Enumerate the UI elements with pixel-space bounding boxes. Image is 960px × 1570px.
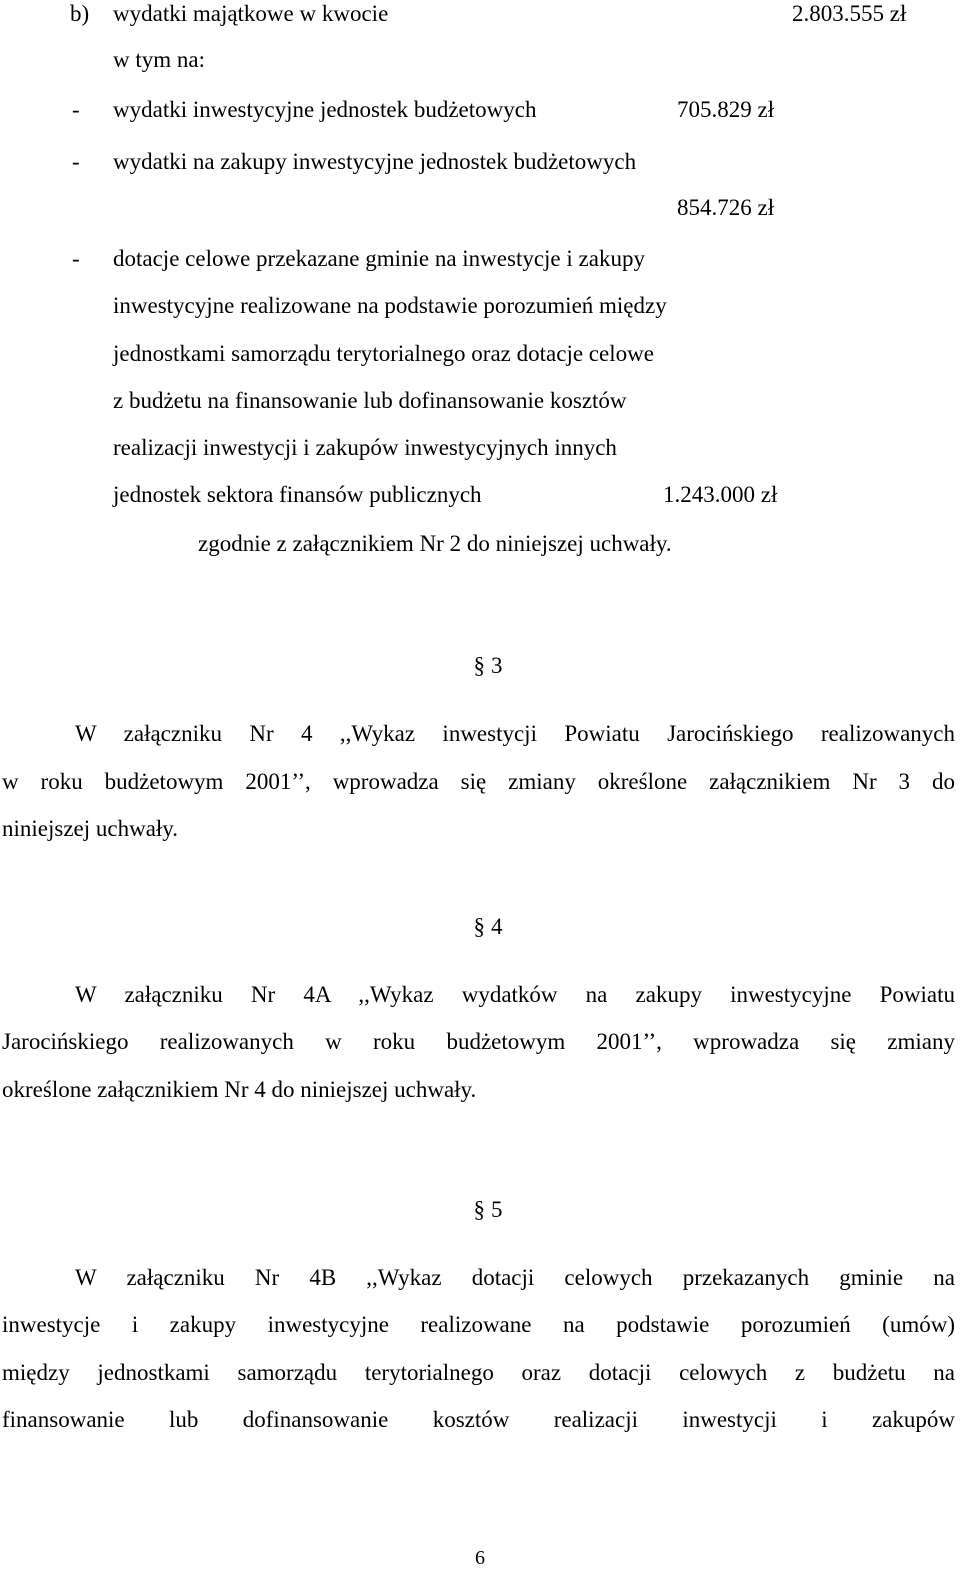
paragraph-line: W załączniku Nr 4B ,,Wykaz dotacji celowych przekazanych gminie na — [75, 1265, 955, 1290]
item-b-label: b) — [70, 1, 90, 26]
list-item-text-line: realizacji inwestycji i zakupów inwestycyjnych innych — [113, 435, 617, 460]
list-dash: - — [72, 149, 80, 174]
list-item-text: wydatki na zakupy inwestycyjne jednostek budżetowych — [113, 149, 637, 174]
paragraph-line: finansowanie lub dofinansowanie kosztów realizacji inwestycji i zakupów — [2, 1407, 955, 1432]
item-b-text: wydatki majątkowe w kwocie — [113, 1, 389, 26]
paragraph-line: W załączniku Nr 4 ,,Wykaz inwestycji Powiatu Jarocińskiego realizowanych — [75, 721, 955, 746]
section-heading — [462, 1168, 503, 1224]
section-number: 5 — [491, 1197, 503, 1222]
list-item-amount: 1.243.000 zł — [663, 482, 778, 507]
section-number: 4 — [491, 914, 503, 939]
section-heading — [462, 885, 503, 941]
section-heading — [462, 624, 503, 680]
list-item-text-line: z budżetu na finansowanie lub dofinansowanie kosztów — [113, 388, 627, 413]
paragraph-line: W załączniku Nr 4A ,,Wykaz wydatków na zakupy inwestycyjne Powiatu — [75, 982, 955, 1007]
list-dash: - — [72, 97, 80, 122]
paragraph-line: inwestycje i zakupy inwestycyjne realizowane na podstawie porozumień (umów) — [2, 1312, 955, 1337]
paragraph-line: między jednostkami samorządu terytorialnego oraz dotacji celowych z budżetu na — [2, 1360, 955, 1385]
list-dash: - — [72, 246, 80, 271]
list-item-text-line: inwestycyjne realizowane na podstawie porozumień między — [113, 293, 667, 318]
section-sign: § — [473, 1197, 485, 1222]
list-item-text-line: dotacje celowe przekazane gminie na inwestycje i zakupy — [113, 246, 645, 271]
item-b-intro: w tym na: — [113, 47, 205, 72]
list-item-amount: 854.726 zł — [677, 195, 775, 220]
item-b-amount: 2.803.555 zł — [792, 1, 907, 26]
paragraph-line: w roku budżetowym 2001’’, wprowadza się zmiany określone załącznikiem Nr 3 do — [2, 769, 955, 794]
paragraph-line: określone załącznikiem Nr 4 do niniejszej uchwały. — [2, 1077, 477, 1102]
paragraph-line: Jarocińskiego realizowanych w roku budżetowym 2001’’, wprowadza się zmiany — [2, 1029, 955, 1054]
list-item-text: wydatki inwestycyjne jednostek budżetowych — [113, 97, 537, 122]
paragraph-line: niniejszej uchwały. — [2, 816, 179, 841]
list-item-text-line: jednostkami samorządu terytorialnego oraz dotacje celowe — [113, 341, 654, 366]
list-item-text-line: jednostek sektora finansów publicznych — [113, 482, 482, 507]
section-sign: § — [473, 653, 485, 678]
closing-note: zgodnie z załącznikiem Nr 2 do niniejszej uchwały. — [198, 531, 672, 556]
page-number: 6 — [475, 1547, 485, 1569]
section-sign: § — [473, 914, 485, 939]
list-item-amount: 705.829 zł — [677, 97, 775, 122]
section-number: 3 — [491, 653, 503, 678]
